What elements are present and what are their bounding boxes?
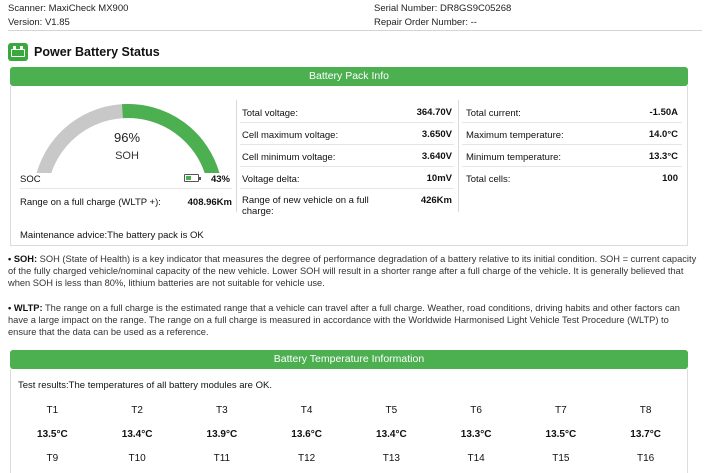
- divider: [240, 122, 454, 123]
- temp-label: T13: [382, 452, 400, 464]
- soh-percent: 96%: [113, 130, 141, 145]
- temp-label: T15: [552, 452, 570, 464]
- soh-note-text: SOH (State of Health) is a key indicator that measures the degree of performance degradation of a battery relative to its initial condition. SOH = current capacity of the fully charged vehicle/nominal capacity of the new vehicle. Lower SOH will result in a shorter range after a full charge of the vehicle. It is generally believed that when SOH is less than 80%, lithium batteries are not suitable for vehicle use.: [8, 254, 697, 288]
- cell-min-voltage-value: 3.640V: [421, 151, 452, 162]
- scanner-version: Version: V1.85: [8, 17, 70, 28]
- total-voltage-value: 364.70V: [416, 107, 452, 118]
- min-temperature-label: Minimum temperature:: [466, 152, 562, 163]
- wltp-note-text: The range on a full charge is the estimated range that a vehicle can travel after a full charge. Weather, road conditions, driving habits and other factors can have a large impact on the range. The range on a full charge is measured in accordance with the Worldwide Harmonised Light Vehicle Test Procedure (WLTP) to ensure that the data can be used as a reference.: [8, 303, 680, 337]
- temperature-label-row: [10, 446, 688, 470]
- battery-temperature-bar: Battery Temperature Information: [10, 350, 688, 369]
- temp-value: 13.4°C: [376, 428, 407, 440]
- max-temperature-label: Maximum temperature:: [466, 130, 564, 141]
- temp-label: T8: [639, 404, 652, 416]
- report-header-right: [374, 2, 511, 30]
- temp-label: T5: [385, 404, 398, 416]
- divider: [240, 144, 454, 145]
- range-label: Range on a full charge (WLTP +):: [20, 197, 161, 208]
- cell-max-voltage-label: Cell maximum voltage:: [242, 130, 339, 141]
- divider: [462, 166, 682, 167]
- total-current-value: -1.50A: [649, 107, 678, 118]
- maintenance-advice: Maintenance advice:The battery pack is OK: [20, 230, 204, 241]
- battery-icon: [8, 43, 28, 61]
- temp-label: T10: [128, 452, 146, 464]
- total-current-label: Total current:: [466, 108, 521, 119]
- total-cells-label: Total cells:: [466, 174, 511, 185]
- range-value: 408.96Km: [187, 197, 232, 208]
- column-divider: [236, 100, 237, 212]
- temperature-test-results: Test results:The temperatures of all battery modules are OK.: [18, 380, 272, 391]
- temp-label: T2: [131, 404, 143, 416]
- serial-number: Serial Number: DR8GS9C05268: [374, 3, 512, 14]
- temp-label: T7: [555, 404, 567, 416]
- total-cells-value: 100: [662, 173, 678, 184]
- temp-value: 13.9°C: [206, 428, 238, 440]
- divider: [20, 188, 232, 189]
- battery-pack-info-bar: Battery Pack Info: [10, 67, 688, 86]
- temp-label: T16: [637, 452, 655, 464]
- soh-label: SOH: [115, 150, 139, 162]
- temperature-value-row: [10, 422, 688, 446]
- soc-battery-icon: [184, 174, 199, 182]
- new-vehicle-range-value: 426Km: [420, 195, 452, 206]
- soh-note-term: • SOH:: [8, 254, 38, 264]
- temp-value: 13.7°C: [630, 428, 661, 440]
- cell-min-voltage-label: Cell minimum voltage:: [242, 152, 336, 163]
- cell-max-voltage-value: 3.650V: [421, 129, 452, 140]
- temp-label: T4: [300, 404, 313, 416]
- soc-value: 43%: [210, 174, 230, 185]
- section-title-row: [8, 42, 160, 62]
- soc-label: SOC: [20, 174, 41, 185]
- temp-label: T9: [46, 452, 59, 464]
- wltp-note-term: • WLTP:: [8, 303, 43, 313]
- divider: [240, 166, 454, 167]
- temp-label: T3: [216, 404, 228, 416]
- repair-order-number: Repair Order Number: --: [374, 17, 477, 28]
- divider: [240, 188, 454, 189]
- report-header-left: [8, 2, 128, 30]
- column-divider: [458, 100, 459, 212]
- total-voltage-label: Total voltage:: [242, 108, 298, 119]
- temp-label: T1: [46, 404, 59, 416]
- scanner-name: Scanner: MaxiCheck MX900: [8, 3, 129, 14]
- voltage-delta-label: Voltage delta:: [242, 174, 300, 185]
- temp-value: 13.6°C: [291, 428, 322, 440]
- temp-label: T6: [470, 404, 482, 416]
- soh-note: [8, 253, 698, 289]
- temp-value: 13.5°C: [37, 428, 68, 440]
- header-divider: [8, 30, 702, 31]
- temperature-label-row: [10, 398, 688, 422]
- wltp-note: [8, 302, 698, 338]
- temp-value: 13.4°C: [121, 428, 153, 440]
- min-temperature-value: 13.3°C: [648, 151, 678, 162]
- section-title: Power Battery Status: [34, 45, 160, 59]
- temp-label: T11: [213, 452, 231, 464]
- max-temperature-value: 14.0°C: [648, 129, 678, 140]
- new-vehicle-range-label: Range of new vehicle on a full charge:: [242, 195, 369, 217]
- voltage-delta-value: 10mV: [426, 173, 452, 184]
- divider: [462, 144, 682, 145]
- temp-label: T14: [467, 452, 485, 464]
- temp-value: 13.5°C: [545, 428, 577, 440]
- divider: [462, 122, 682, 123]
- temperature-grid: [10, 398, 688, 470]
- temp-value: 13.3°C: [460, 428, 492, 440]
- temp-label: T12: [298, 452, 316, 464]
